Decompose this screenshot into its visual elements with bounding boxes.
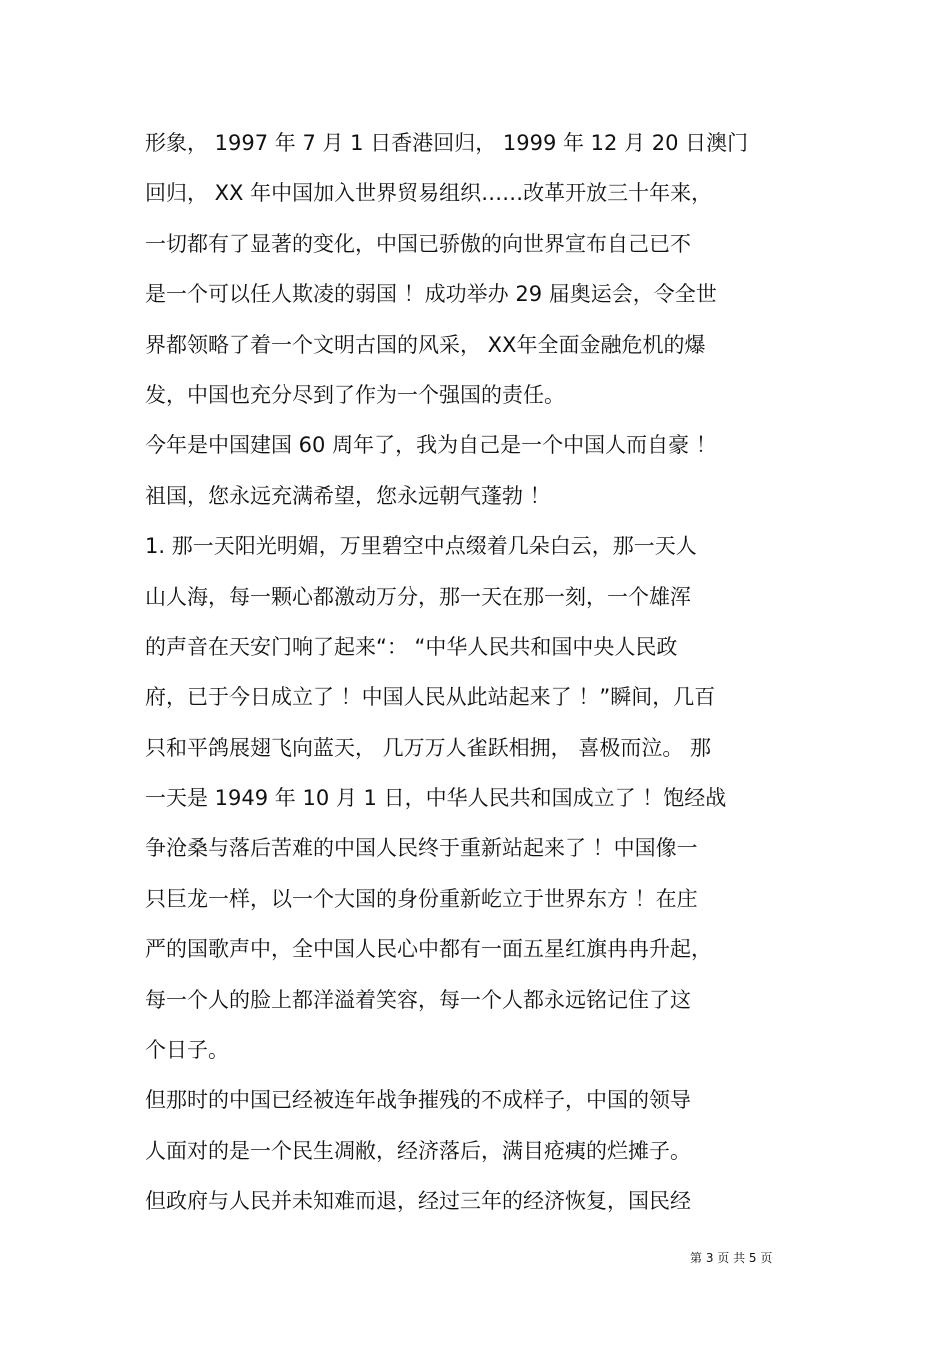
text-line: 但那时的中国已经被连年战争摧残的不成样子，中国的领导 bbox=[145, 1088, 691, 1113]
text-line: 每一个人的脸上都洋溢着笑容，每一个人都永远铭记住了这 bbox=[145, 987, 691, 1012]
text-line: 发，中国也充分尽到了作为一个强国的责任。 bbox=[145, 382, 565, 407]
text-line: 只巨龙一样，以一个大国的身份重新屹立于世界东方 ！在庄 bbox=[145, 886, 698, 911]
text-line: 争沧桑与落后苦难的中国人民终于重新站起来了 ！中国像一 bbox=[145, 836, 698, 861]
body-text bbox=[145, 118, 817, 1227]
text-line: 1. 那一天阳光明媚，万里碧空中点缀着几朵白云，那一天人 bbox=[145, 534, 697, 559]
text-line: 形象， 1997 年 7 月 1 日香港回归， 1999 年 12 月 20 日澳门 bbox=[145, 131, 749, 155]
text-line: 的声音在天安门响了起来“： “中华人民共和国中央人民政 bbox=[145, 634, 678, 659]
text-line: 府，已于今日成立了 ！中国人民从此站起来了 ！”瞬间，几百 bbox=[145, 685, 716, 710]
text-line: 个日子。 bbox=[145, 1038, 229, 1063]
text-line: 祖国，您永远充满希望，您永远朝气蓬勃 ！ bbox=[145, 483, 551, 508]
text-line: 人面对的是一个民生凋敝，经济落后，满目疮痍的烂摊子。 bbox=[145, 1138, 691, 1163]
text-line: 只和平鸽展翅飞向蓝天， 几万万人雀跃相拥， 喜极而泣。 那 bbox=[145, 735, 712, 760]
page-number-footer: 第 3 页 共 5 页 bbox=[690, 1251, 773, 1265]
text-line: 是一个可以任人欺凌的弱国 ！成功举办 29 届奥运会，令全世 bbox=[145, 282, 717, 307]
text-line: 但政府与人民并未知难而退，经过三年的经济恢复，国民经 bbox=[145, 1189, 691, 1214]
text-line: 一切都有了显著的变化，中国已骄傲的向世界宣布自己已不 bbox=[145, 231, 691, 256]
text-line: 界都领略了着一个文明古国的风采， XX年全面金融危机的爆 bbox=[145, 332, 706, 357]
text-line: 今年是中国建国 60 周年了，我为自己是一个中国人而自豪 ！ bbox=[145, 433, 717, 458]
text-line: 严的国歌声中，全中国人民心中都有一面五星红旗冉冉升起， bbox=[145, 937, 712, 962]
text-line: 回归， XX 年中国加入世界贸易组织……改革开放三十年来， bbox=[145, 181, 713, 206]
text-line: 山人海，每一颗心都激动万分，那一天在那一刻，一个雄浑 bbox=[145, 584, 691, 609]
text-line: 一天是 1949 年 10 月 1 日，中华人民共和国成立了 ！饱经战 bbox=[145, 786, 727, 811]
